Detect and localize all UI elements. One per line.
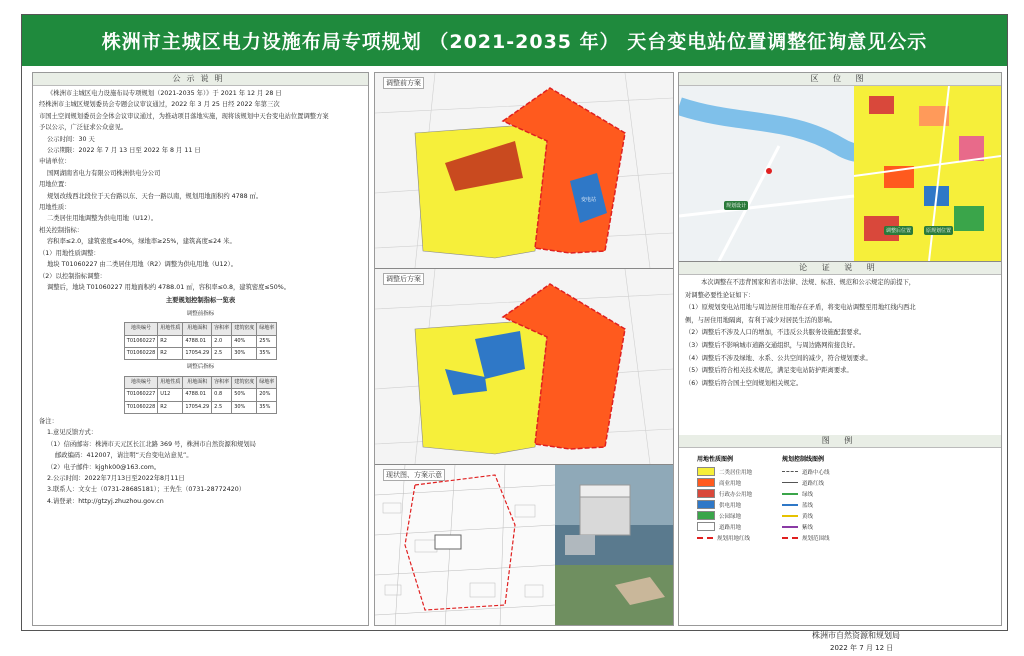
legend-label: 道路中心线: [802, 469, 830, 476]
item-text: 二类居住用地调整为供电用地（U12）。: [47, 215, 158, 223]
legend-swatch: [697, 467, 715, 476]
legend-label: 规划用地红线: [717, 535, 751, 542]
table-cell: T01060227: [124, 335, 158, 347]
table-header-cell: 用地面积: [183, 323, 212, 335]
argument-line: （6）调整后符合国土空间规划相关规定。: [685, 379, 803, 387]
argument-line: （2）调整后不涉及人口的增加，不违反公共服务设施配套要求。: [685, 329, 866, 337]
table-cell: 40%: [232, 335, 257, 347]
table-header-cell: 容积率: [212, 323, 232, 335]
legend-right-title: 规划控制线图例: [782, 456, 825, 463]
legend-item: [782, 488, 830, 499]
legend-swatch: [697, 489, 715, 498]
indicator-table-after: [124, 376, 277, 414]
notice-heading: 公示说明: [33, 73, 368, 86]
note-line: 4.请登录：http://gtzyj.zhuzhou.gov.cn: [47, 497, 164, 505]
indicator-table-before: [124, 322, 277, 360]
table-cell: R2: [158, 347, 183, 359]
legend-item: [697, 532, 752, 543]
legend-label: 行政办公用地: [719, 491, 753, 498]
argument-heading: 论 证 说 明: [679, 262, 1001, 275]
status-label: 现状图、方案示意: [383, 469, 445, 481]
legend-label: 商业用地: [719, 480, 742, 487]
notice-column: [32, 72, 369, 626]
legend-heading: 图 例: [679, 435, 1001, 448]
table-header-cell: 建筑密度: [232, 376, 257, 388]
table-title: 主要规划控制指标一览表: [165, 297, 236, 305]
legend-item: [697, 510, 752, 521]
notes-heading: 备注：: [39, 417, 58, 425]
plan-after-label: 调整后方案: [383, 273, 424, 285]
footer-org: 株洲市自然资源和规划局: [812, 631, 900, 640]
legend-item: [697, 477, 752, 488]
table-row: [124, 335, 276, 347]
table-header-cell: 地块编号: [124, 323, 158, 335]
item-text: 地块 T01060227 由二类居住用地（R2）调整为供电用地（U12）。: [47, 261, 237, 269]
plan-before-map: [375, 73, 673, 268]
legend-item: [782, 499, 830, 510]
legend-item: [782, 510, 830, 521]
table-header-cell: 容积率: [212, 376, 232, 388]
item-text: 国网湖南省电力有限公司株洲供电分公司: [47, 169, 161, 177]
site-label: 变电站: [581, 197, 597, 203]
legend-swatch: [697, 537, 713, 539]
intro-line: 予以公示，广泛征求公众意见。: [39, 124, 128, 132]
location-panel: [679, 86, 1001, 262]
plan-after-panel: [375, 269, 673, 465]
poster-frame: [21, 14, 1008, 631]
argument-line: 本次调整在不违背国家和省市法律、法规、标准、规范和公示规定的前提下，: [701, 279, 916, 286]
table-row: [124, 401, 276, 413]
table-cell: T01060227: [124, 389, 158, 401]
location-map: [679, 86, 1001, 261]
argument-line: 对调整必要性论证如下：: [685, 291, 755, 299]
table-cell: 20%: [257, 389, 277, 401]
legend-swatch: [697, 522, 715, 531]
legend-swatch: [782, 515, 798, 517]
table-cell: 30%: [232, 401, 257, 413]
legend-panel: [679, 448, 1001, 549]
table-cell: 35%: [257, 347, 277, 359]
legend-landuse: [697, 454, 752, 543]
table-cell: 4788.01: [183, 335, 212, 347]
legend-swatch: [782, 537, 798, 539]
legend-item: [782, 521, 830, 532]
legend-label: 蓝线: [802, 502, 814, 509]
legend-swatch: [782, 482, 798, 483]
legend-swatch: [697, 500, 715, 509]
legend-label: 供电用地: [719, 502, 742, 509]
table-cell: 2.5: [212, 401, 232, 413]
intro-line: 市国土空间规划委员会全体会议审议通过，为推动项目落地实施，现将该规划中天台变电站位置调整方案: [39, 112, 329, 120]
legend-item: [782, 477, 830, 488]
table-header-cell: 地块编号: [124, 376, 158, 388]
intro-line: 公示期限：2022 年 7 月 13 日至 2022 年 8 月 11 日: [47, 147, 201, 155]
legend-item: [697, 466, 752, 477]
argument-body: [679, 275, 1001, 435]
table-cell: 17054.29: [183, 401, 212, 413]
legend-label: 道路红线: [802, 480, 825, 487]
table-cell: 4788.01: [183, 389, 212, 401]
table-cell: 30%: [232, 347, 257, 359]
argument-line: （1）原规划变电站用地与周边居住用地存在矛盾，将变电站调整至用地红线内西北: [685, 304, 916, 312]
note-line: 3.联系人：文女士（0731-28685181）；王先生（0731-28772420）: [47, 486, 246, 494]
table-cell: 2.5: [212, 347, 232, 359]
legend-label: 规划范围线: [802, 535, 830, 542]
argument-line: （4）调整后不涉及绿地、水系、公共空间的减少，符合规划要求。: [685, 354, 872, 362]
plans-column: [374, 72, 674, 626]
legend-item: [697, 499, 752, 510]
location-heading: 区 位 图: [679, 73, 1001, 86]
table1-subtitle: 调整前指标: [186, 310, 215, 317]
table-header-cell: 绿地率: [257, 376, 277, 388]
table-header-cell: 建筑密度: [232, 323, 257, 335]
poster-title: 株洲市主城区电力设施布局专项规划 （2021-2035 年） 天台变电站位置调整征询意见公示: [22, 15, 1007, 66]
table-cell: R2: [158, 401, 183, 413]
table-cell: R2: [158, 335, 183, 347]
legend-label: 黄线: [802, 513, 814, 520]
location-map-label: 调整后位置: [886, 228, 912, 234]
plan-after-map: [375, 269, 673, 464]
table-row: [124, 347, 276, 359]
note-line: （1）信函邮寄：株洲市天元区长江北路 369 号，株洲市自然资源和规划局: [47, 440, 256, 448]
legend-label: 二类居住用地: [719, 469, 753, 476]
item-text: 规划改线西北段位于天台路以东、天台一路以南，规划用地面积约 4788 ㎡。: [47, 192, 263, 200]
item-label: 相关控制指标：: [39, 226, 84, 234]
item-label: （1）用地性质调整：: [39, 249, 100, 257]
item-label: 申请单位：: [39, 158, 71, 166]
plan-before-label: 调整前方案: [383, 77, 424, 89]
table-cell: 35%: [257, 401, 277, 413]
table-cell: 2.0: [212, 335, 232, 347]
plan-before-panel: [375, 73, 673, 269]
legend-left-title: 用地性质图例: [697, 456, 734, 463]
table-header-cell: 用地面积: [183, 376, 212, 388]
table-header-cell: 用地性质: [158, 323, 183, 335]
legend-label: 绿线: [802, 491, 814, 498]
table-row: [124, 389, 276, 401]
intro-line: 经株洲市主城区规划委员会专题会议审议通过，2022 年 3 月 25 日经 2022 年第三次: [39, 101, 280, 109]
note-line: 邮政编码：412007，请注明“天台变电站意见”。: [55, 452, 193, 460]
table-cell: T01060228: [124, 347, 158, 359]
table-cell: 17054.29: [183, 347, 212, 359]
note-line: 2.公示时间：2022年7月13日至2022年8月11日: [47, 475, 185, 482]
item-label: （2）以控制指标调整：: [39, 272, 106, 280]
location-map-label: 规划设计: [726, 203, 747, 209]
legend-label: 道路用地: [719, 524, 742, 531]
table-cell: 50%: [232, 389, 257, 401]
legend-swatch: [697, 511, 715, 520]
intro-line: 公示时间：30 天: [47, 135, 95, 143]
argument-line: （3）调整后不影响城市道路交通组织，与周边路网衔接良好。: [685, 341, 860, 349]
legend-swatch: [782, 471, 798, 472]
table-header-cell: 绿地率: [257, 323, 277, 335]
location-map-label: 原规划位置: [926, 228, 952, 234]
legend-swatch: [782, 504, 798, 506]
item-label: 用地性质：: [39, 204, 71, 212]
legend-label: 公园绿地: [719, 513, 742, 520]
item-text: 调整后，地块 T01060227 用地面积约 4788.01 ㎡，容积率≤0.8，建筑密度≤50%。: [47, 283, 291, 291]
table-cell: T01060228: [124, 401, 158, 413]
status-map: [375, 465, 673, 626]
legend-label: 紫线: [802, 524, 814, 531]
status-panel: [375, 465, 673, 626]
table2-subtitle: 调整后指标: [186, 364, 215, 371]
legend-controls: [782, 454, 830, 543]
table-header-row: [124, 376, 276, 388]
legend-item: [697, 488, 752, 499]
table-header-row: [124, 323, 276, 335]
argument-line: （5）调整后符合相关技术规范，满足变电站防护距离要求。: [685, 367, 853, 375]
legend-item: [782, 466, 830, 477]
argument-line: 侧，与居住用地隔离，有利于减少对居民生活的影响。: [685, 316, 837, 324]
table-cell: 25%: [257, 335, 277, 347]
table-header-cell: 用地性质: [158, 376, 183, 388]
table-cell: U12: [158, 389, 183, 401]
legend-swatch: [782, 493, 798, 495]
footer-date: 2022 年 7 月 12 日: [830, 644, 894, 652]
table-cell: 0.8: [212, 389, 232, 401]
legend-item: [782, 532, 830, 543]
notice-body: [33, 86, 368, 509]
legend-swatch: [697, 478, 715, 487]
legend-item: [697, 521, 752, 532]
info-column: [678, 72, 1002, 626]
intro-line: 《株洲市主城区电力设施布局专项规划（2021-2035 年）》于 2021 年 12 月 28 日: [47, 90, 282, 97]
item-label: 用地位置：: [39, 181, 71, 189]
note-line: 1.意见反馈方式：: [47, 429, 98, 437]
item-text: 容积率≤2.0，建筑密度≤40%，绿地率≥25%，建筑高度≤24 米。: [47, 238, 236, 246]
legend-swatch: [782, 526, 798, 528]
note-line: （2）电子邮件：kjghk00@163.com。: [47, 463, 161, 471]
